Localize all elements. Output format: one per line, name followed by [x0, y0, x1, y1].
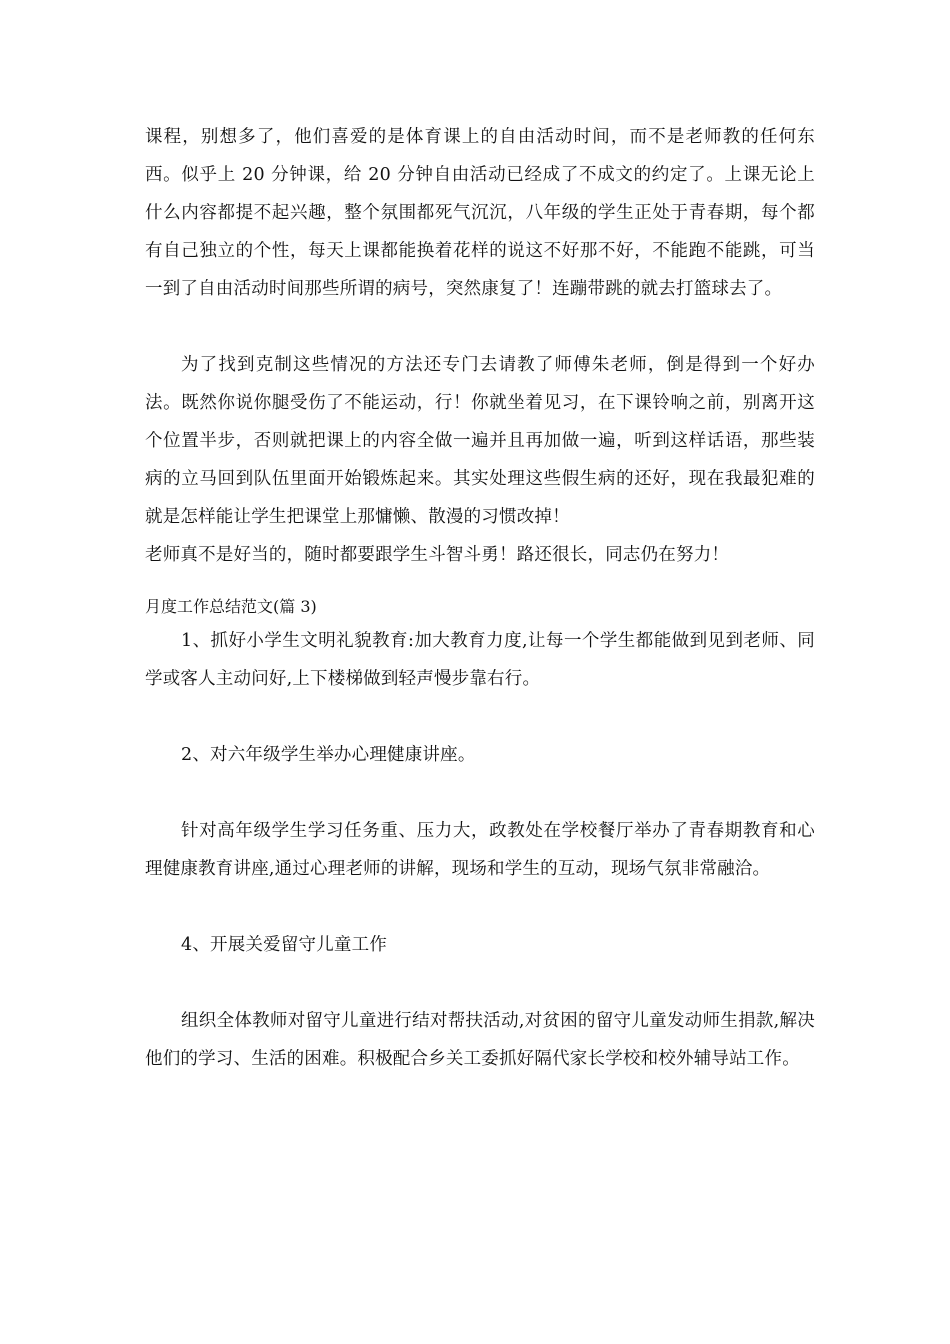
paragraph-spacer [145, 308, 815, 346]
paragraph-spacer [145, 774, 815, 812]
paragraph-spacer [145, 888, 815, 926]
section-title: 月度工作总结范文(篇 3) [145, 597, 317, 616]
paragraph-closing-remark: 老师真不是好当的，随时都要跟学生斗智斗勇！路还很长，同志仍在努力！ [145, 545, 730, 565]
paragraph-spacer [145, 574, 815, 592]
paragraph-mentor-method: 为了找到克制这些情况的方法还专门去请教了师傅朱老师，倒是得到一个好办法。既然你说你腿受伤了不能运动，行！你就坐着见习，在下课铃响之前，别离开这个位置半步，否则就把课上的内容全做一遍并且再加做一遍，听到这样话语，那些装病的立马回到队伍里面开始锻炼起来。其实处理这些假生病的还好，现在我最犯难的就是怎样能让学生把课堂上那慵懒、散漫的习惯改掉！ [145, 355, 815, 527]
paragraph-support-activities: 组织全体教师对留守儿童进行结对帮扶活动,对贫困的留守儿童发动师生捐款,解决他们的学习、生活的困难。积极配合乡关工委抓好隔代家长学校和校外辅导站工作。 [145, 1011, 815, 1069]
item-left-behind-children: 4、开展关爱留守儿童工作 [181, 935, 388, 955]
item-mental-health-lecture: 2、对六年级学生举办心理健康讲座。 [181, 745, 476, 765]
item-etiquette-education: 1、抓好小学生文明礼貌教育:加大教育力度,让每一个学生都能做到见到老师、同学或客人主动问好,上下楼梯做到轻声慢步靠右行。 [145, 631, 815, 689]
paragraph-spacer [145, 698, 815, 736]
paragraph-pe-class: 课程，别想多了，他们喜爱的是体育课上的自由活动时间，而不是老师教的任何东西。似乎上 20 分钟课，给 20 分钟自由活动已经成了不成文的约定了。上课无论上什么内容都提不起兴趣，整个氛围都死气沉沉，八年级的学生正处于青春期，每个都有自己独立的个性，每天上课都能换着花样的说这不好那不好，不能跑不能跳，可当一到了自由活动时间那些所谓的病号，突然康复了！连蹦带跳的就去打篮球去了。 [145, 127, 815, 299]
document-body [145, 118, 815, 1078]
paragraph-spacer [145, 964, 815, 1002]
paragraph-lecture-details: 针对高年级学生学习任务重、压力大，政教处在学校餐厅举办了青春期教育和心理健康教育讲座,通过心理老师的讲解，现场和学生的互动，现场气氛非常融洽。 [145, 821, 815, 879]
